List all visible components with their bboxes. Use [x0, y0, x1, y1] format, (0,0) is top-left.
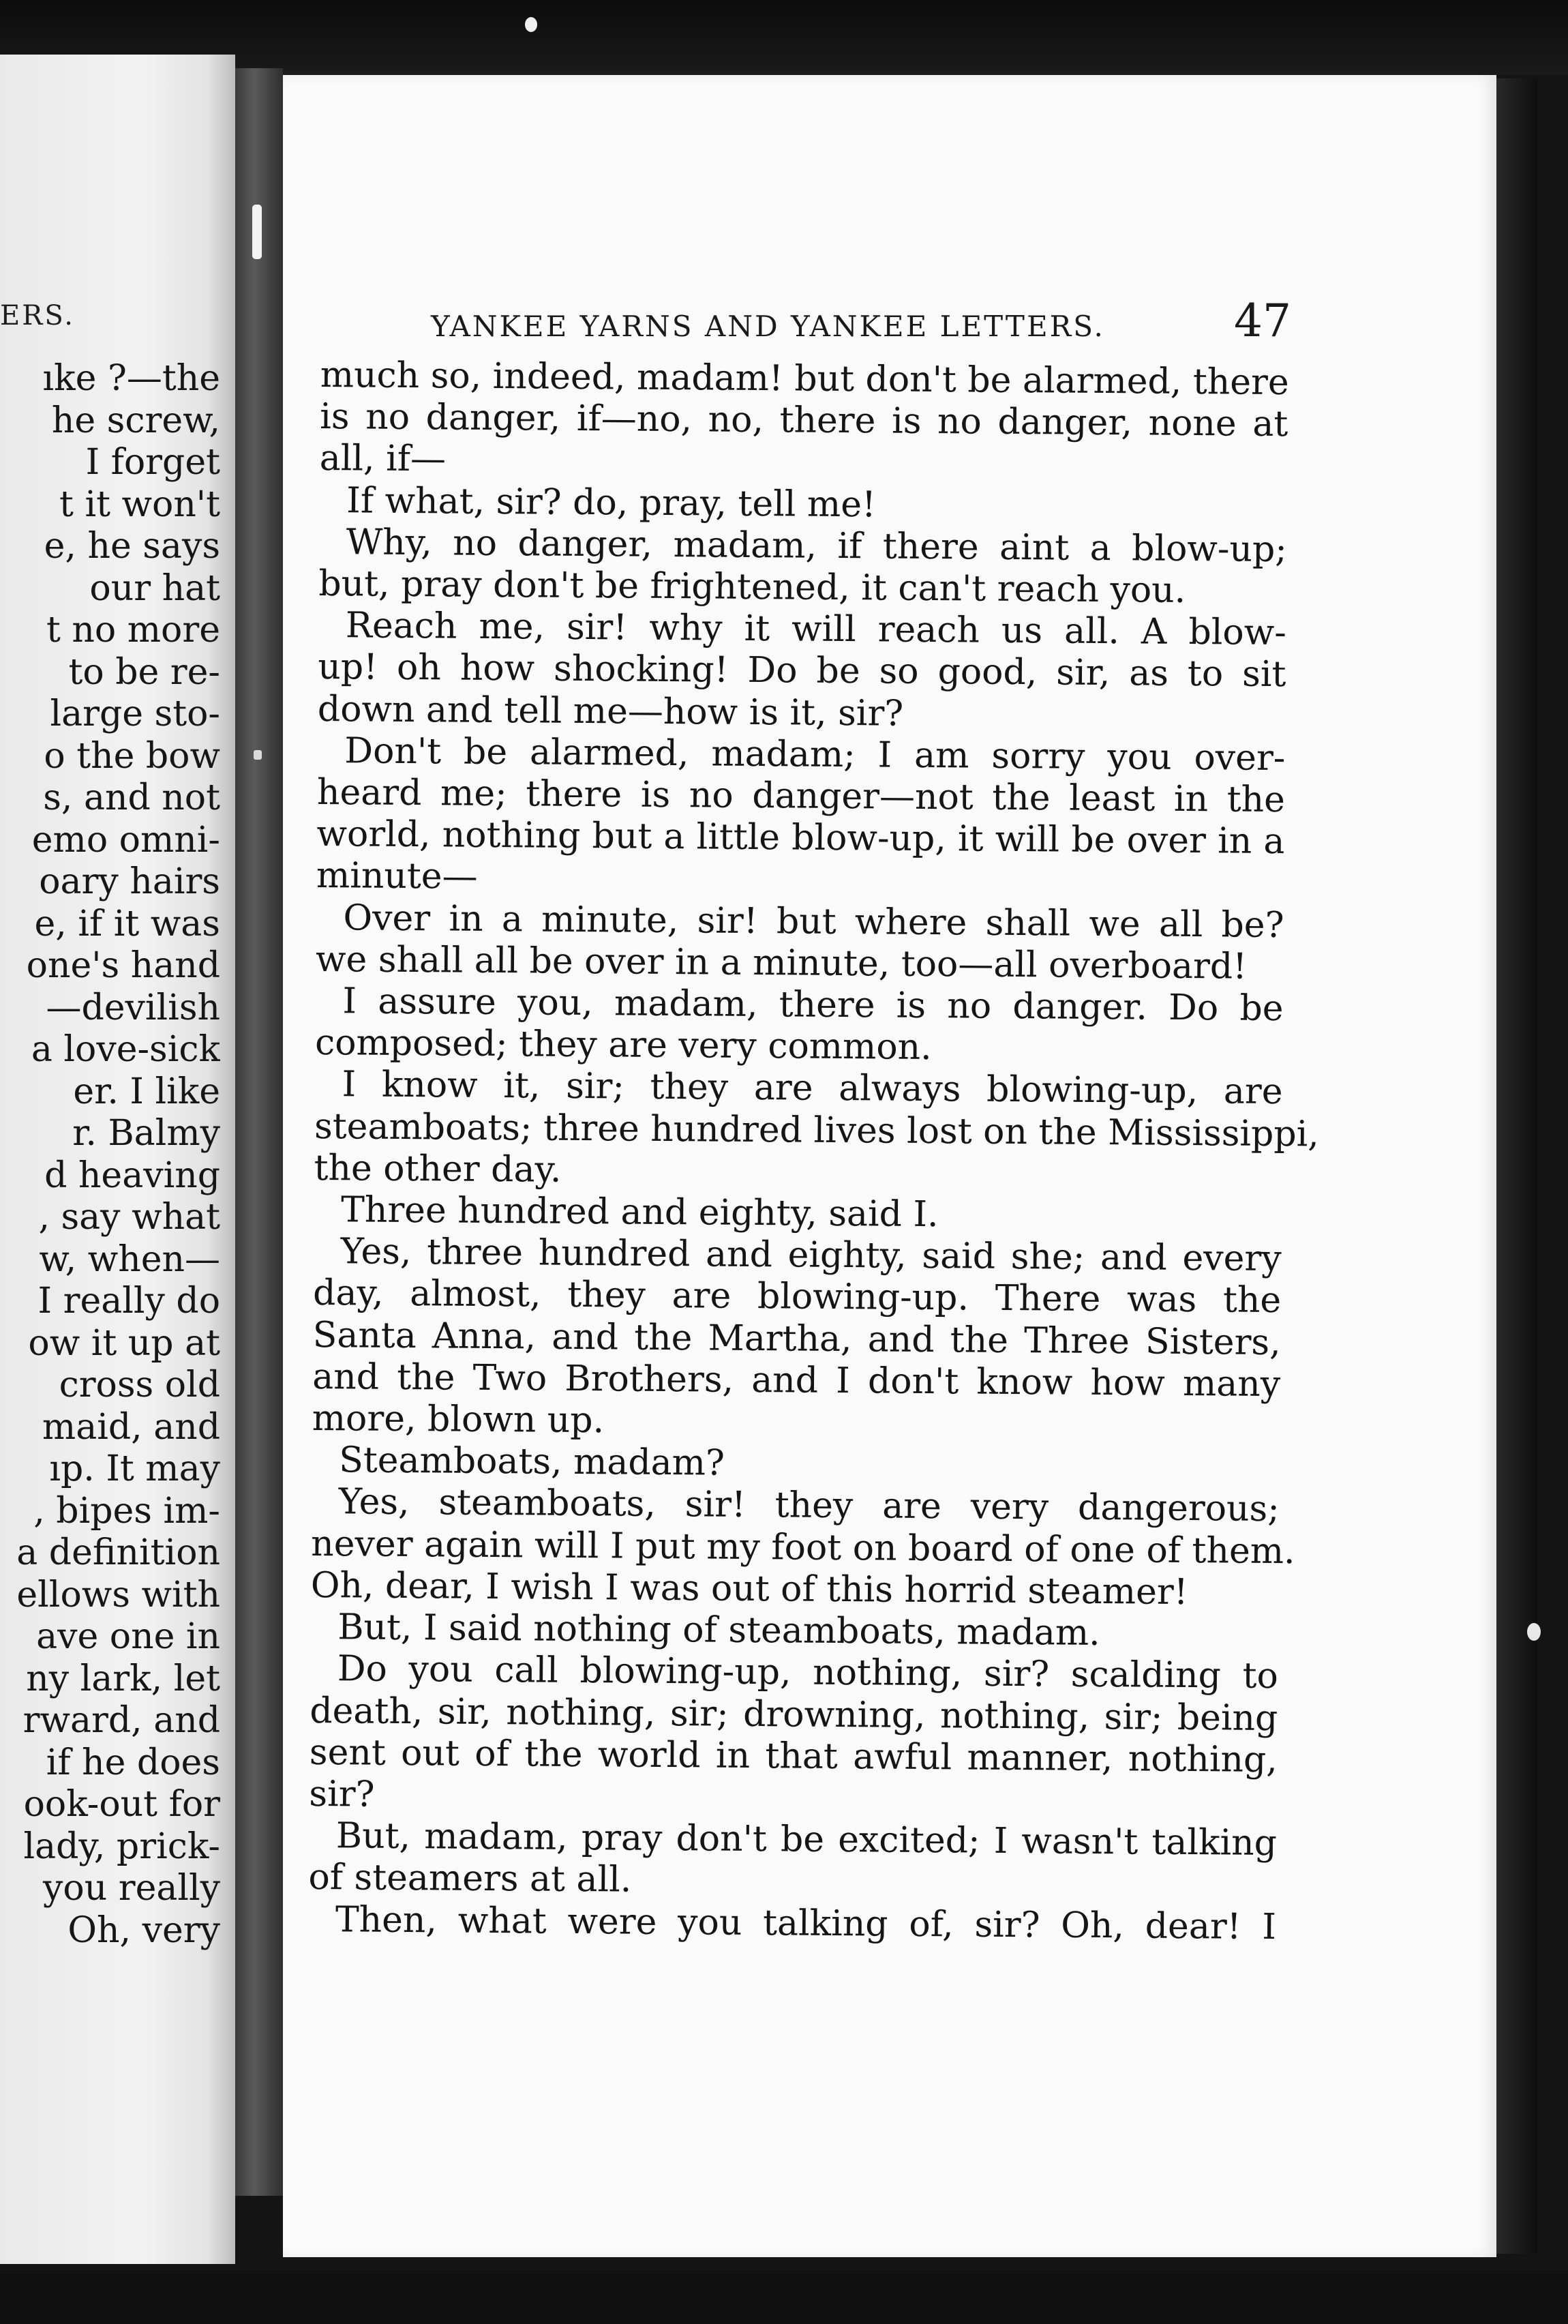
left-text-line: ıp. It may: [49, 1448, 220, 1489]
left-text-line: er. I like: [73, 1071, 220, 1112]
left-text-line: s, and not: [43, 777, 220, 818]
left-text-line: if he does: [46, 1742, 220, 1783]
text-line: Reach me, sir! why it will reach us all. A blow-: [345, 605, 1287, 654]
left-text-line: e, he says: [44, 526, 220, 567]
left-text-line: large sto-: [50, 694, 220, 734]
text-line: Oh, dear, I wish I was out of this horrid steamer!: [310, 1564, 1188, 1613]
text-line: but, pray don't be frightened, it can't reach you.: [318, 563, 1186, 611]
left-text-line: lady, prick-: [23, 1826, 220, 1867]
dust-speck: [525, 17, 537, 32]
left-text-line: I forget: [85, 442, 220, 483]
text-line: heard me; there is no danger—not the least in the: [316, 772, 1286, 821]
text-line: world, nothing but a little blow-up, it will be over in a: [316, 814, 1285, 863]
left-text-line: —devilish: [46, 987, 220, 1028]
left-text-line: our hat: [89, 567, 220, 609]
left-text-line: you really: [43, 1868, 220, 1909]
left-text-line: rward, and: [22, 1700, 220, 1741]
left-text-line: oary hairs: [39, 861, 220, 902]
text-line: up! oh how shocking! Do be so good, sir, as to sit: [318, 646, 1286, 696]
left-text-line: he screw,: [51, 400, 220, 441]
text-line: Do you call blowing-up, nothing, sir? scalding to: [337, 1648, 1279, 1697]
left-text-line: emo omni-: [31, 819, 220, 861]
left-running-head: ERS.: [0, 300, 76, 331]
left-text-line: to be re-: [68, 651, 220, 693]
text-line: all, if—: [319, 438, 447, 480]
running-title: YANKEE YARNS AND YANKEE LETTERS.: [431, 310, 1105, 343]
text-line: steamboats; three hundred lives lost on the Mississippi,: [314, 1105, 1320, 1155]
left-text-line: t it won't: [59, 483, 220, 525]
left-text-line: maid, and: [42, 1406, 220, 1448]
text-line: Over in a minute, sir! but where shall we all be?: [343, 897, 1284, 946]
left-text-line: ıke ?—the: [42, 358, 220, 399]
left-text-line: d heaving: [44, 1154, 220, 1196]
text-line: Yes, three hundred and eighty, said she; and every: [340, 1231, 1282, 1280]
left-text-line: cross old: [59, 1365, 220, 1405]
text-line: more, blown up.: [312, 1398, 605, 1442]
text-line: Three hundred and eighty, said I.: [340, 1189, 939, 1236]
text-line: much so, indeed, madam! but don't be alarmed, there: [320, 355, 1289, 404]
left-text-line: e, if it was: [34, 903, 220, 944]
gutter-speck: [254, 750, 262, 760]
text-line: Yes, steamboats, sir! they are very dangerous;: [338, 1481, 1280, 1530]
text-line: composed; they are very common.: [314, 1022, 932, 1069]
left-text-line: , bipes im-: [33, 1490, 220, 1532]
text-line: never again will I put my foot on board of one of them.: [311, 1523, 1295, 1572]
text-line: I know it, sir; they are always blowing-up, are: [342, 1064, 1283, 1113]
left-text-line: I really do: [37, 1281, 220, 1322]
left-text-line: , say what: [38, 1197, 220, 1238]
left-text-line: ave one in: [36, 1616, 220, 1657]
right-page-edge-shadow: [1496, 78, 1537, 2254]
left-text-line: r. Balmy: [72, 1113, 220, 1154]
left-text-line: w, when—: [39, 1238, 220, 1280]
left-text-line: ellows with: [16, 1574, 220, 1615]
gutter-light-mark: [252, 205, 262, 259]
left-facing-page: [0, 55, 235, 2264]
scan-border-bottom: [0, 2271, 1568, 2324]
text-line: If what, sir? do, pray, tell me!: [346, 479, 877, 526]
text-line: of steamers at all.: [308, 1857, 632, 1901]
text-line: is no danger, if—no, no, there is no danger, none at: [320, 396, 1288, 445]
text-line: day, almost, they are blowing-up. There was the: [312, 1272, 1282, 1322]
text-line: I assure you, madam, there is no danger. Do be: [342, 981, 1284, 1030]
text-line: death, sir, nothing, sir; drowning, nothing, sir; being: [310, 1690, 1278, 1739]
left-text-line: ny lark, let: [26, 1658, 220, 1699]
text-line: Why, no danger, madam, if there aint a blow-up;: [346, 522, 1288, 570]
page-body-text: [308, 355, 1320, 1948]
book-gutter: [235, 68, 283, 2196]
left-text-line: ow it up at: [28, 1322, 220, 1364]
text-line: Don't be alarmed, madam; I am sorry you over-: [344, 730, 1286, 779]
left-text-line: a definition: [16, 1532, 220, 1573]
text-line: down and tell me—how is it, sir?: [317, 688, 904, 734]
text-line: the other day.: [314, 1147, 562, 1191]
text-line: sent out of the world in that awful manner, nothing,: [309, 1731, 1278, 1781]
left-text-line: one's hand: [26, 945, 220, 986]
left-text-line: ook-out for: [23, 1784, 220, 1825]
text-line: But, I said nothing of steamboats, madam.: [337, 1607, 1100, 1654]
text-line: Steamboats, madam?: [339, 1440, 725, 1484]
left-text-line: a love-sick: [31, 1029, 220, 1070]
text-line: minute—: [316, 855, 478, 898]
left-page-text: [0, 358, 220, 1952]
dust-speck: [1527, 1623, 1541, 1641]
scan-border-top: [0, 0, 1568, 75]
running-head: [431, 295, 1291, 347]
text-line: and the Two Brothers, and I don't know how many: [312, 1356, 1281, 1405]
left-text-line: Oh, very: [67, 1909, 220, 1951]
text-line: But, madam, pray don't be excited; I wasn't talking: [335, 1815, 1278, 1864]
text-line: sir?: [309, 1773, 375, 1815]
text-line: Then, what were you talking of, sir? Oh, dear! I: [335, 1898, 1277, 1948]
text-line: Santa Anna, and the Martha, and the Three Sisters,: [312, 1314, 1281, 1363]
page-number: 47: [1234, 295, 1291, 347]
left-text-line: o the bow: [44, 735, 220, 777]
left-text-line: t no more: [46, 610, 220, 651]
text-line: we shall all be over in a minute, too—all overboard!: [315, 938, 1248, 987]
